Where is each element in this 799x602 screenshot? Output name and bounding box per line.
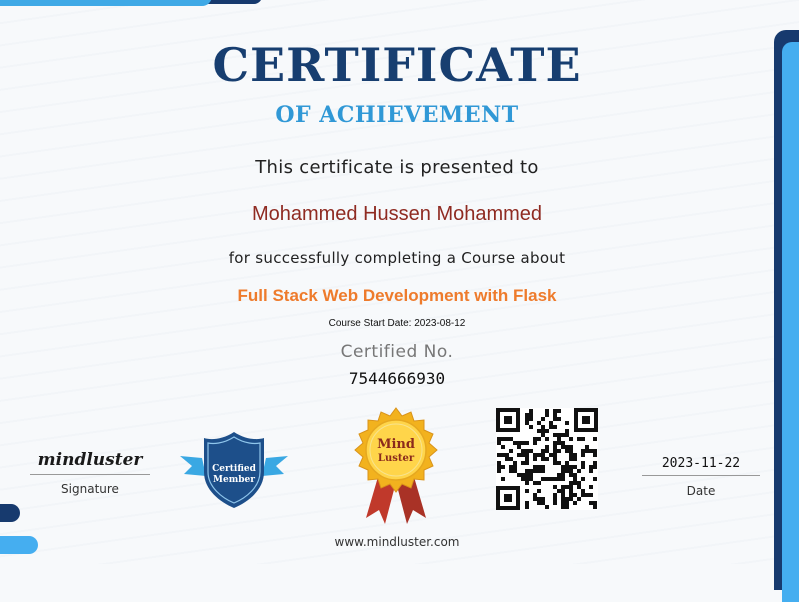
signature-block bbox=[30, 450, 150, 496]
medal-line1: Mind bbox=[377, 437, 415, 452]
decorative-stripe bbox=[0, 504, 20, 522]
course-name: Full Stack Web Development with Flask bbox=[237, 286, 557, 305]
qr-code-icon bbox=[496, 408, 598, 510]
badge-line2: Member bbox=[213, 475, 255, 485]
date-value: 2023-11-22 bbox=[661, 456, 741, 471]
recipient-name: Mohammed Hussen Mohammed bbox=[251, 203, 543, 225]
certified-number: 7544666930 bbox=[348, 369, 446, 388]
signature-line bbox=[30, 474, 150, 475]
decorative-stripe bbox=[0, 0, 212, 6]
signature-label: Signature bbox=[61, 482, 119, 496]
completion-text: for successfully completing a Course about bbox=[228, 249, 566, 267]
website-link[interactable]: www.mindluster.com bbox=[334, 535, 460, 549]
certified-member-shield-icon bbox=[180, 428, 288, 512]
badge-line1: Certified bbox=[212, 464, 256, 474]
date-label: Date bbox=[686, 484, 716, 498]
medal-line2: Luster bbox=[377, 453, 415, 464]
presented-text: This certificate is presented to bbox=[255, 157, 539, 178]
certificate-title: CERTIFICATE bbox=[212, 38, 582, 92]
date-line bbox=[642, 475, 760, 476]
gold-seal-medal-icon bbox=[352, 406, 440, 528]
course-start-date: Course Start Date: 2023-08-12 bbox=[328, 318, 466, 329]
date-block bbox=[642, 456, 760, 498]
signature-script: mindluster bbox=[37, 450, 143, 470]
certificate-subtitle: OF ACHIEVEMENT bbox=[275, 102, 519, 128]
certified-number-label: Certified No. bbox=[340, 342, 454, 362]
